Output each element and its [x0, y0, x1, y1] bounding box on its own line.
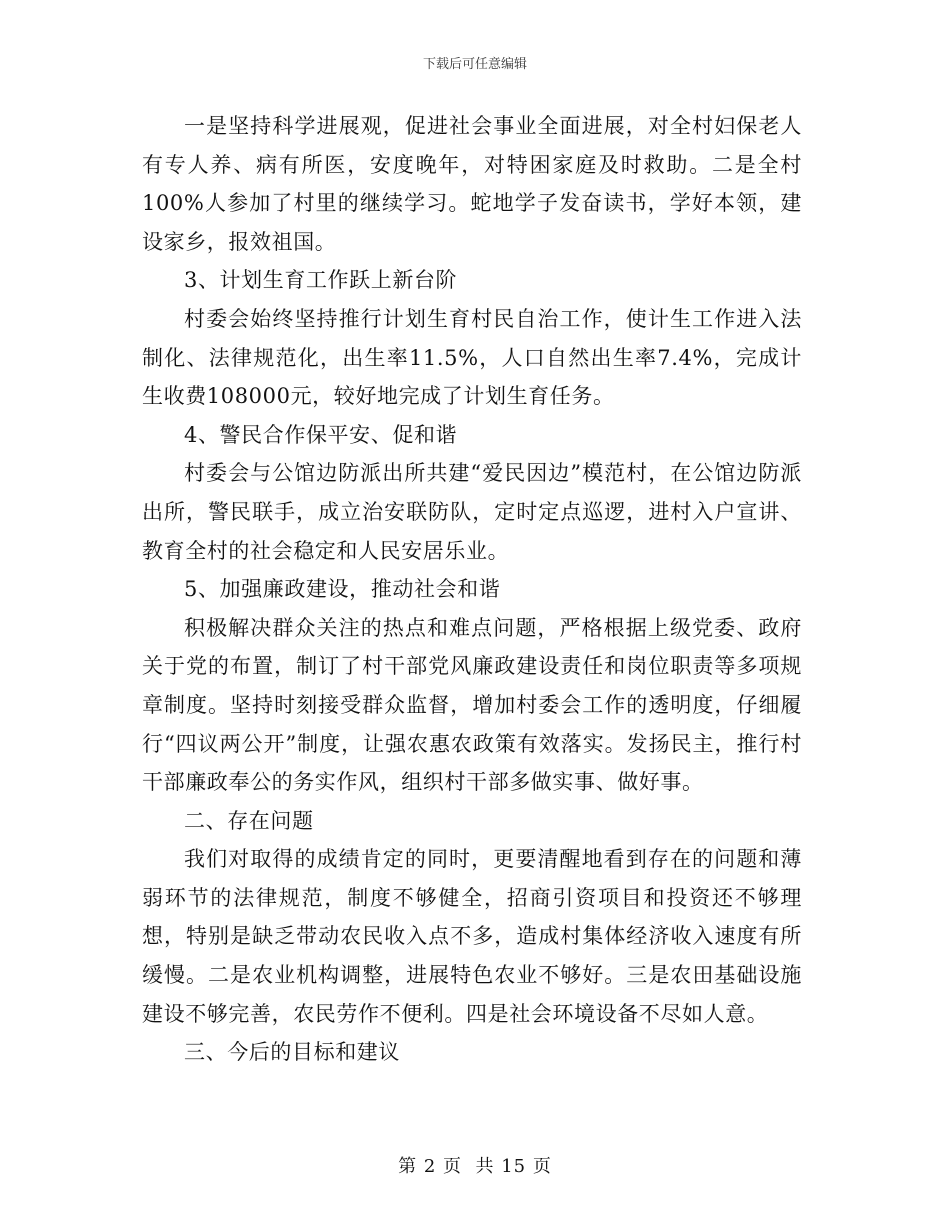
page-mid: 页 共 [443, 1156, 495, 1177]
page-suffix: 页 [532, 1156, 552, 1177]
current-page-number: 2 [423, 1156, 437, 1177]
header-note: 下载后可任意编辑 [422, 57, 527, 72]
total-pages: 15 [501, 1156, 527, 1177]
page-prefix: 第 [398, 1156, 418, 1177]
section-heading-goals: 三、今后的目标和建议 [184, 1040, 400, 1065]
paragraph-police-cooperation: 村委会与公馆边防派出所共建“爱民因边”模范村，在公馆边防派出所，警民联手，成立治安联防队，定时定点巡逻，进村入户宣讲、教育全村的社会稳定和人民安居乐业。 [142, 461, 802, 563]
paragraph-integrity: 积极解决群众关注的热点和难点问题，严格根据上级党委、政府关于党的布置，制订了村干部党风廉政建设责任和岗位职责等多项规章制度。坚持时刻接受群众监督，增加村委会工作的透明度，仔细履行“四议两公开”制度，让强农惠农政策有效落实。发扬民主，推行村干部廉政奉公的务实作风，组织村干部多做实事、做好事。 [142, 615, 802, 795]
section-heading-problems: 二、存在问题 [184, 808, 314, 833]
section-heading-integrity: 5、加强廉政建设，推动社会和谐 [184, 577, 501, 602]
page-number-footer [0, 1152, 950, 1178]
section-heading-police-cooperation: 4、警民合作保平安、促和谐 [184, 422, 458, 447]
paragraph-social-development: 一是坚持科学进展观，促进社会事业全面进展，对全村妇保老人有专人养、病有所医，安度晚年，对特困家庭及时救助。二是全村100%人参加了村里的继续学习。蛇地学子发奋读书，学好本领，建设家乡，报效祖国。 [142, 114, 802, 254]
document-body [142, 107, 802, 1072]
section-heading-family-planning: 3、计划生育工作跃上新台阶 [184, 268, 458, 293]
paragraph-problems: 我们对取得的成绩肯定的同时，更要清醒地看到存在的问题和薄弱环节的法律规范，制度不够健全，招商引资项目和投资还不够理想，特别是缺乏带动农民收入点不多，造成村集体经济收入速度有所缓慢。二是农业机构调整，进展特色农业不够好。三是农田基础设施建设不够完善，农民劳作不便利。四是社会环境设备不尽如人意。 [142, 847, 802, 1026]
paragraph-family-planning: 村委会始终坚持推行计划生育村民自治工作，使计生工作进入法制化、法律规范化，出生率11.5%，人口自然出生率7.4%，完成计生收费108000元，较好地完成了计划生育任务。 [142, 306, 802, 409]
